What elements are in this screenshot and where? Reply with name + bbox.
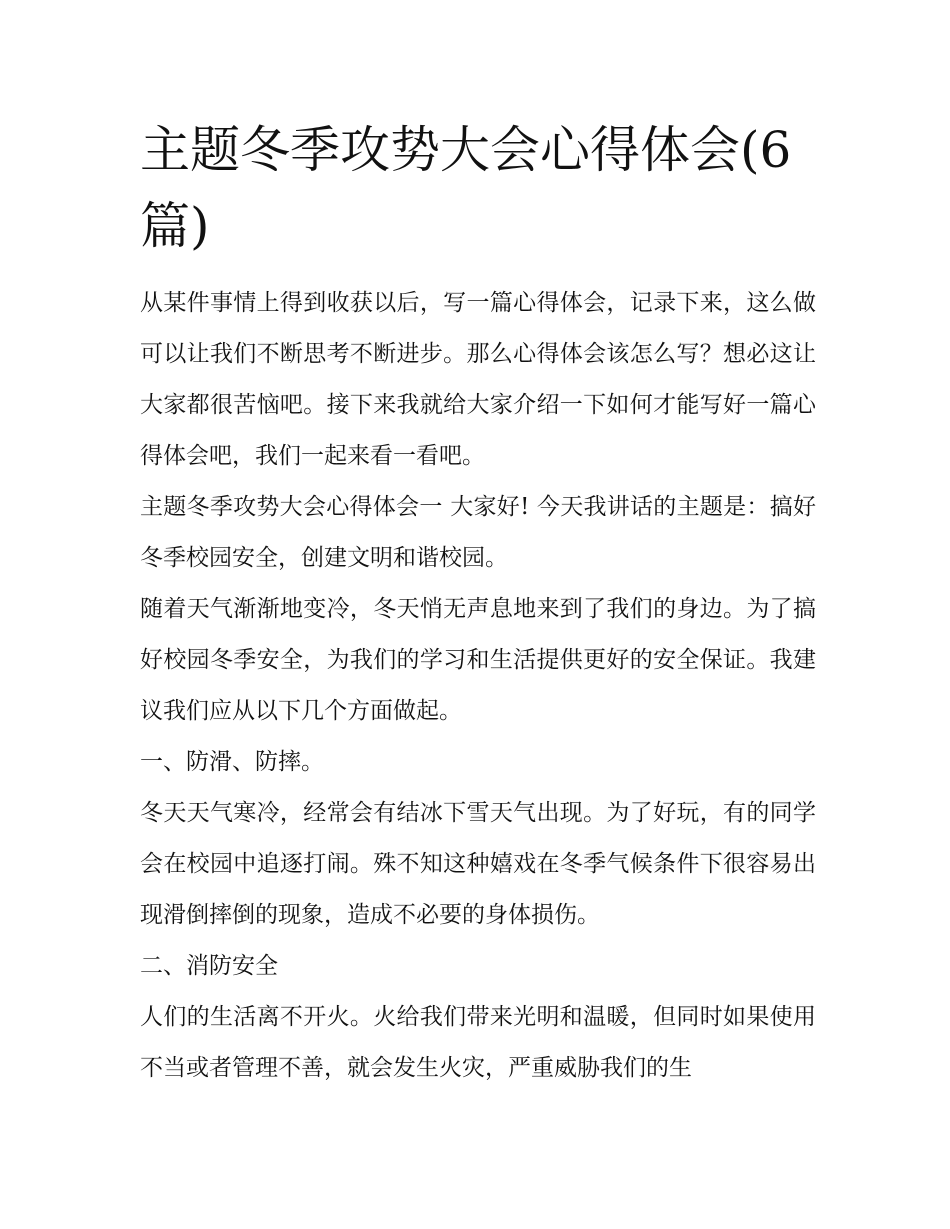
paragraph-anti-slip: 冬天天气寒冷，经常会有结冰下雪天气出现。为了好玩，有的同学会在校园中追逐打闹。殊不知这种嬉戏在冬季气候条件下很容易出现滑倒摔倒的现象，造成不必要的身体损伤。 [140,800,816,928]
paragraph-greeting: 主题冬季攻势大会心得体会一 大家好! 今天我讲话的主题是：搞好冬季校园安全，创建文明和谐校园。 [140,494,816,571]
section-heading-anti-slip: 一、防滑、防摔。 [140,749,324,775]
document-body [140,278,816,1094]
paragraph-fire-safety: 人们的生活离不开火。火给我们带来光明和温暖，但同时如果使用不当或者管理不善，就会发生火灾，严重威胁我们的生 [140,1004,816,1081]
paragraph-intro: 从某件事情上得到收获以后，写一篇心得体会，记录下来，这么做可以让我们不断思考不断进步。那么心得体会该怎么写？想必这让大家都很苦恼吧。接下来我就给大家介绍一下如何才能写好一篇心得体会吧，我们一起来看一看吧。 [140,290,816,469]
paragraph-winter-arrival: 随着天气渐渐地变冷，冬天悄无声息地来到了我们的身边。为了搞好校园冬季安全，为我们的学习和生活提供更好的安全保证。我建议我们应从以下几个方面做起。 [140,596,816,724]
document-title: 主题冬季攻势大会心得体会(6篇) [140,121,792,255]
section-heading-fire-safety: 二、消防安全 [140,953,278,979]
